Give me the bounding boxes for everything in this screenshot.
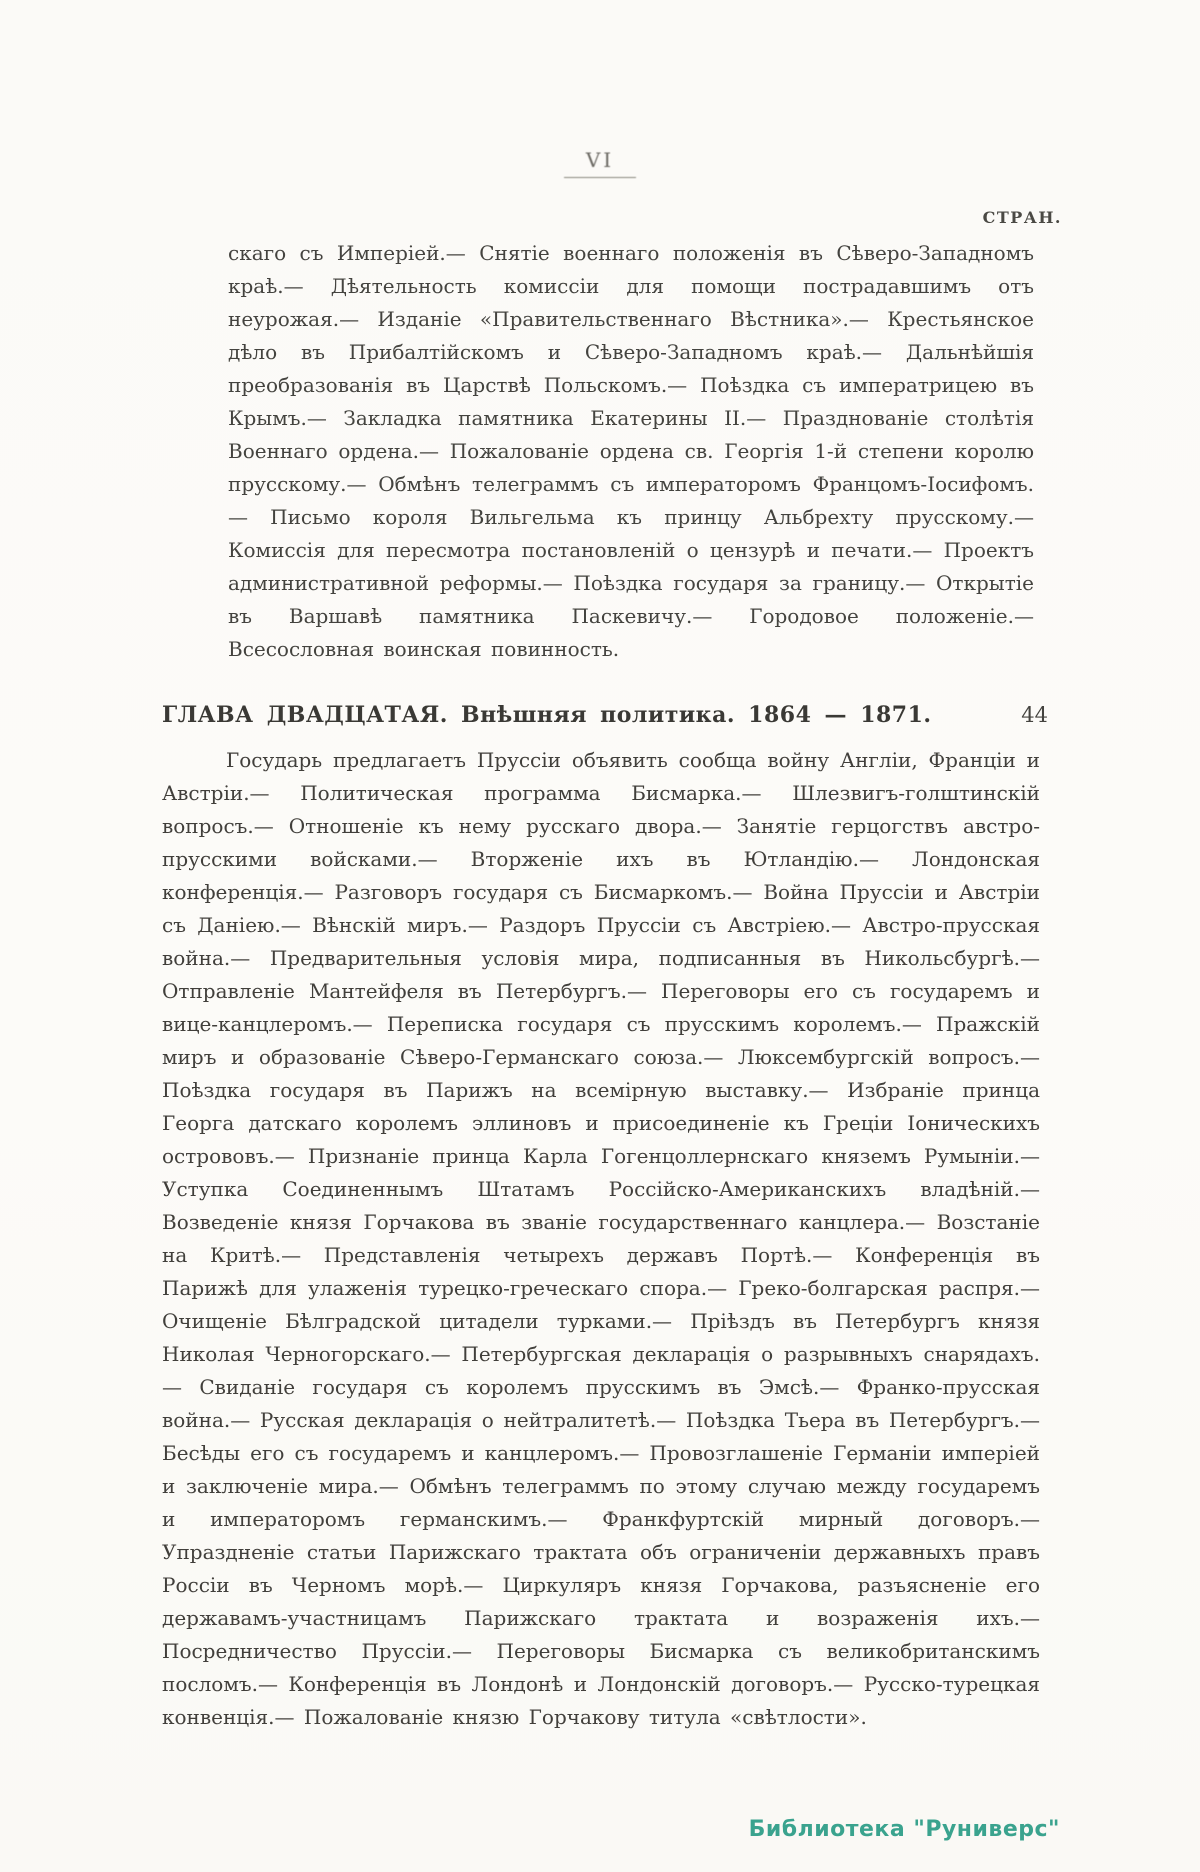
- page-column-header: СТРАН.: [982, 208, 1062, 227]
- library-watermark: Библиотека "Руниверс": [748, 1817, 1060, 1842]
- folio-number: VI: [564, 148, 636, 178]
- chapter-heading-row: [162, 702, 1048, 728]
- toc-continuation-paragraph: скаго съ Имперіей.— Снятіе военнаго положенія въ Сѣверо-Западномъ краѣ.— Дѣятельность комиссіи для помощи пострадавшимъ отъ неурожая.— Изданіе «Правительственнаго Вѣстника».— Крестьянское дѣло въ Прибалтійскомъ и Сѣверо-Западномъ краѣ.— Дальнѣйшія преобразованія въ Царствѣ Польскомъ.— Поѣздка съ императрицею въ Крымъ.— Закладка памятника Екатерины II.— Празднованіе столѣтія Военнаго ордена.— Пожалованіе ордена св. Георгія 1-й степени королю прусскому.— Обмѣнъ телеграммъ съ императоромъ Францомъ-Іосифомъ.— Письмо короля Вильгельма къ принцу Альбрехту прусскому.— Комиссія для пересмотра постановленій о цензурѣ и печати.— Проектъ административной реформы.— Поѣздка государя за границу.— Открытіе въ Варшавѣ памятника Паскевичу.— Городовое положеніе.— Всесословная воинская повинность.: [228, 241, 1034, 661]
- chapter-page-number: 44: [1021, 703, 1048, 727]
- chapter-heading: ГЛАВА ДВАДЦАТАЯ. Внѣшняя политика. 1864 — 1871.: [162, 702, 932, 728]
- folio-row: [0, 0, 1200, 178]
- chapter-summary-paragraph: Государь предлагаетъ Пруссіи объявить сообща войну Англіи, Франціи и Австріи.— Политическая программа Бисмарка.— Шлезвигъ-голштинскій вопросъ.— Отношеніе къ нему русскаго двора.— Занятіе герцогствъ австро-прусскими войсками.— Вторженіе ихъ въ Ютландію.— Лондонская конференція.— Разговоръ государя съ Бисмаркомъ.— Война Пруссіи и Австріи съ Даніею.— Вѣнскій миръ.— Раздоръ Пруссіи съ Австріею.— Австро-прусская война.— Предварительныя условія мира, подписанныя въ Никольсбургѣ.— Отправленіе Мантейфеля въ Петербургъ.— Переговоры его съ государемъ и вице-канцлеромъ.— Переписка государя съ прусскимъ королемъ.— Пражскій миръ и образованіе Сѣверо-Германскаго союза.— Люксембургскій вопросъ.— Поѣздка государя въ Парижъ на всемірную выставку.— Избраніе принца Георга датскаго королемъ эллиновъ и присоединеніе къ Греціи Іоническихъ острововъ.— Признаніе принца Карла Гогенцоллернскаго княземъ Румыніи.— Уступка Соединеннымъ Штатамъ Россійско-Американскихъ владѣній.— Возведеніе князя Горчакова въ званіе государственнаго канцлера.— Возстаніе на Критѣ.— Представленія четырехъ державъ Портѣ.— Конференція въ Парижѣ для улаженія турецко-греческаго спора.— Греко-болгарская распря.— Очищеніе Бѣлградской цитадели турками.— Пріѣздъ въ Петербургъ князя Николая Черногорскаго.— Петербургская декларація о разрывныхъ снарядахъ.— Свиданіе государя съ королемъ прусскимъ въ Эмсѣ.— Франко-прусская война.— Русская декларація о нейтралитетѣ.— Поѣздка Тьера въ Петербургъ.— Бесѣды его съ государемъ и канцлеромъ.— Провозглашеніе Германіи имперіей и заключеніе мира.— Обмѣнъ телеграммъ по этому случаю между государемъ и императоромъ германскимъ.— Франкфуртскій мирный договоръ.— Упраздненіе статьи Парижскаго трактата объ ограниченіи державныхъ правъ Россіи въ Черномъ морѣ.— Циркуляръ князя Горчакова, разъясненіе его державамъ-участницамъ Парижскаго трактата и возраженія ихъ.— Посредничество Пруссіи.— Переговоры Бисмарка съ великобританскимъ посломъ.— Конференція въ Лондонѣ и Лондонскій договоръ.— Русско-турецкая конвенція.— Пожалованіе князю Горчакову титула «свѣтлости».: [162, 748, 1040, 1729]
